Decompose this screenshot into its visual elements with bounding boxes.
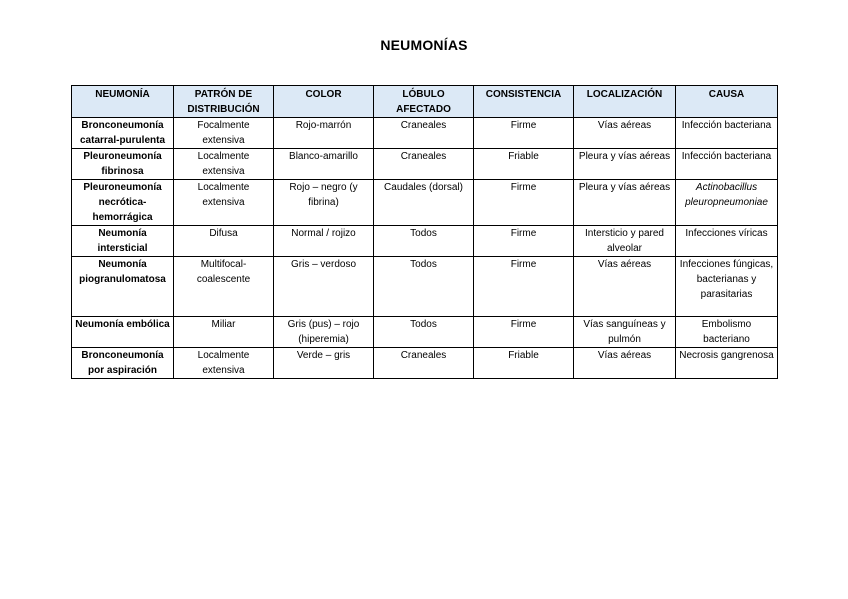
cell-patron: Miliar — [174, 317, 274, 348]
cell-localizacion: Pleura y vías aéreas — [574, 180, 676, 226]
cell-lobulo: Craneales — [374, 118, 474, 149]
cell-color: Gris (pus) – rojo (hiperemia) — [274, 317, 374, 348]
cell-causa: Embolismo bacteriano — [676, 317, 778, 348]
cell-causa: Infección bacteriana — [676, 149, 778, 180]
cell-consistencia: Firme — [474, 257, 574, 317]
cell-color: Verde – gris — [274, 348, 374, 379]
cell-neumonia: Neumonía embólica — [72, 317, 174, 348]
cell-neumonia: Neumonía intersticial — [72, 226, 174, 257]
cell-patron: Localmente extensiva — [174, 348, 274, 379]
cell-causa: Infección bacteriana — [676, 118, 778, 149]
table-row — [72, 257, 778, 317]
table-row — [72, 348, 778, 379]
cell-localizacion: Intersticio y pared alveolar — [574, 226, 676, 257]
table-row — [72, 317, 778, 348]
table-row — [72, 118, 778, 149]
column-header-lobulo: LÓBULO AFECTADO — [374, 86, 474, 118]
column-header-patron: PATRÓN DE DISTRIBUCIÓN — [174, 86, 274, 118]
cell-causa: Necrosis gangrenosa — [676, 348, 778, 379]
cell-color: Rojo – negro (y fibrina) — [274, 180, 374, 226]
column-header-causa: CAUSA — [676, 86, 778, 118]
cell-color: Gris – verdoso — [274, 257, 374, 317]
cell-localizacion: Vías aéreas — [574, 348, 676, 379]
cell-consistencia: Firme — [474, 317, 574, 348]
cell-lobulo: Craneales — [374, 149, 474, 180]
pneumonia-table — [71, 85, 778, 379]
cell-consistencia: Firme — [474, 180, 574, 226]
cell-localizacion: Vías aéreas — [574, 257, 676, 317]
cell-lobulo: Caudales (dorsal) — [374, 180, 474, 226]
cell-lobulo: Todos — [374, 226, 474, 257]
cell-patron: Localmente extensiva — [174, 149, 274, 180]
column-header-color: COLOR — [274, 86, 374, 118]
cell-localizacion: Vías sanguíneas y pulmón — [574, 317, 676, 348]
column-header-localizacion: LOCALIZACIÓN — [574, 86, 676, 118]
cell-neumonia: Bronconeumonía por aspiración — [72, 348, 174, 379]
cell-causa: Infecciones fúngicas, bacterianas y parasitarias — [676, 257, 778, 317]
cell-color: Rojo-marrón — [274, 118, 374, 149]
cell-lobulo: Todos — [374, 257, 474, 317]
table-header-row — [72, 86, 778, 118]
cell-consistencia: Friable — [474, 348, 574, 379]
cell-localizacion: Pleura y vías aéreas — [574, 149, 676, 180]
cell-patron: Multifocal-coalescente — [174, 257, 274, 317]
cell-color: Normal / rojizo — [274, 226, 374, 257]
cell-neumonia: Bronconeumonía catarral-purulenta — [72, 118, 174, 149]
cell-causa: Actinobacillus pleuropneumoniae — [676, 180, 778, 226]
column-header-neumonia: NEUMONÍA — [72, 86, 174, 118]
column-header-consistencia: CONSISTENCIA — [474, 86, 574, 118]
cell-consistencia: Firme — [474, 226, 574, 257]
cell-neumonia: Neumonía piogranulomatosa — [72, 257, 174, 317]
cell-color: Blanco-amarillo — [274, 149, 374, 180]
table-row — [72, 149, 778, 180]
cell-patron: Focalmente extensiva — [174, 118, 274, 149]
cell-neumonia: Pleuroneumonía necrótica-hemorrágica — [72, 180, 174, 226]
cell-localizacion: Vías aéreas — [574, 118, 676, 149]
cell-neumonia: Pleuroneumonía fibrinosa — [72, 149, 174, 180]
cell-patron: Difusa — [174, 226, 274, 257]
cell-consistencia: Firme — [474, 118, 574, 149]
table-row — [72, 226, 778, 257]
cell-lobulo: Craneales — [374, 348, 474, 379]
cell-causa: Infecciones víricas — [676, 226, 778, 257]
cell-lobulo: Todos — [374, 317, 474, 348]
cell-consistencia: Friable — [474, 149, 574, 180]
table-row — [72, 180, 778, 226]
cell-patron: Localmente extensiva — [174, 180, 274, 226]
page-title: NEUMONÍAS — [380, 37, 468, 53]
